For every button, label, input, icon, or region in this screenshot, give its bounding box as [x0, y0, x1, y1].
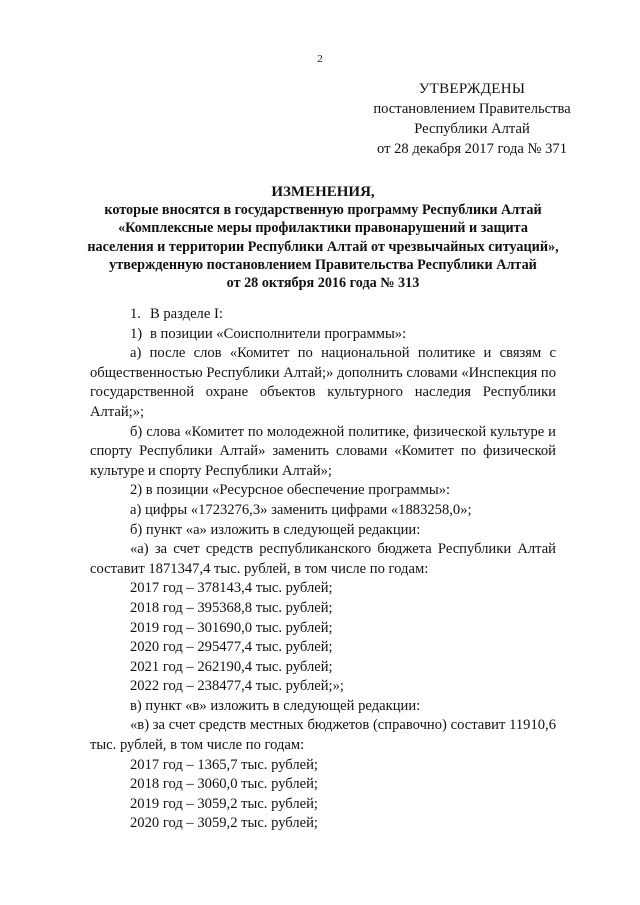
paragraph-2a: а) цифры «1723276,3» заменить цифрами «1883258,0»; [130, 501, 472, 518]
year-line: 2018 год – 395368,8 тыс. рублей; [130, 599, 333, 616]
approval-title: УТВЕРЖДЕНЫ [418, 81, 526, 97]
heading-line-1: которые вносятся в государственную программу Республики Алтай [104, 202, 542, 219]
heading-line-4: утвержденную постановлением Правительства Республики Алтай [109, 256, 537, 273]
paragraph-2v: в) пункт «в» изложить в следующей редакции: [130, 697, 421, 714]
year-line: 2019 год – 301690,0 тыс. рублей; [130, 619, 333, 636]
year-line: 2017 год – 1365,7 тыс. рублей; [130, 756, 318, 773]
approval-line-4: от 28 декабря 2017 года № 371 [376, 141, 568, 157]
heading-line-5: от 28 октября 2016 года № 313 [226, 275, 420, 292]
list-item-1-text: В разделе I: [150, 306, 223, 322]
document-body [90, 305, 556, 834]
heading-line-3: населения и территории Республики Алтай от чрезвычайных ситуаций», [87, 238, 559, 255]
sub-item-1 [90, 325, 556, 345]
year-line: 2019 год – 3059,2 тыс. рублей; [130, 795, 318, 812]
sub-item-1-number: 1) [130, 325, 143, 342]
paragraph-2v-quote: «в) за счет средств местных бюджетов (справочно) составит 11910,6 тыс. рублей, в том числе по годам: [90, 717, 556, 754]
document-heading [86, 183, 560, 292]
year-line: 2020 год – 295477,4 тыс. рублей; [130, 639, 333, 656]
approval-line-2: постановлением Правительства [373, 101, 571, 117]
paragraph-b: б) слова «Комитет по молодежной политике, физической культуре и спорту Республики Алтай» заменить словами «Комитет по физической культуре и спорту Республики Алтай»; [90, 423, 556, 479]
heading-line-2: «Комплексные меры профилактики правонарушений и защита [118, 220, 528, 237]
paragraph-a: а) после слов «Комитет по национальной политике и связям с общественностью Республики Алтай;» дополнить словами «Инспекция по государственной охране объектов культурного наследия Республики Алтай;»; [90, 345, 556, 420]
year-line: 2021 год – 262190,4 тыс. рублей; [130, 658, 333, 675]
approval-line-3: Республики Алтай [414, 121, 530, 137]
year-line: 2017 год – 378143,4 тыс. рублей; [130, 580, 333, 597]
year-line: 2022 год – 238477,4 тыс. рублей;»; [130, 678, 344, 695]
paragraph-2: 2) в позиции «Ресурсное обеспечение программы»: [130, 482, 451, 499]
list-item-1-number: 1. [130, 306, 141, 322]
sub-item-1-text: в позиции «Соисполнители программы»: [150, 325, 407, 342]
approval-stamp [360, 79, 584, 159]
page-number: 2 [317, 53, 323, 65]
heading-title: ИЗМЕНЕНИЯ, [271, 184, 375, 200]
year-line: 2018 год – 3060,0 тыс. рублей; [130, 776, 318, 793]
list-item-1 [90, 305, 556, 325]
paragraph-2b-quote: «а) за счет средств республиканского бюджета Республики Алтай составит 1871347,4 тыс. рублей, в том числе по годам: [90, 541, 556, 577]
paragraph-2b: б) пункт «а» изложить в следующей редакции: [130, 521, 421, 538]
year-line: 2020 год – 3059,2 тыс. рублей; [130, 815, 318, 832]
